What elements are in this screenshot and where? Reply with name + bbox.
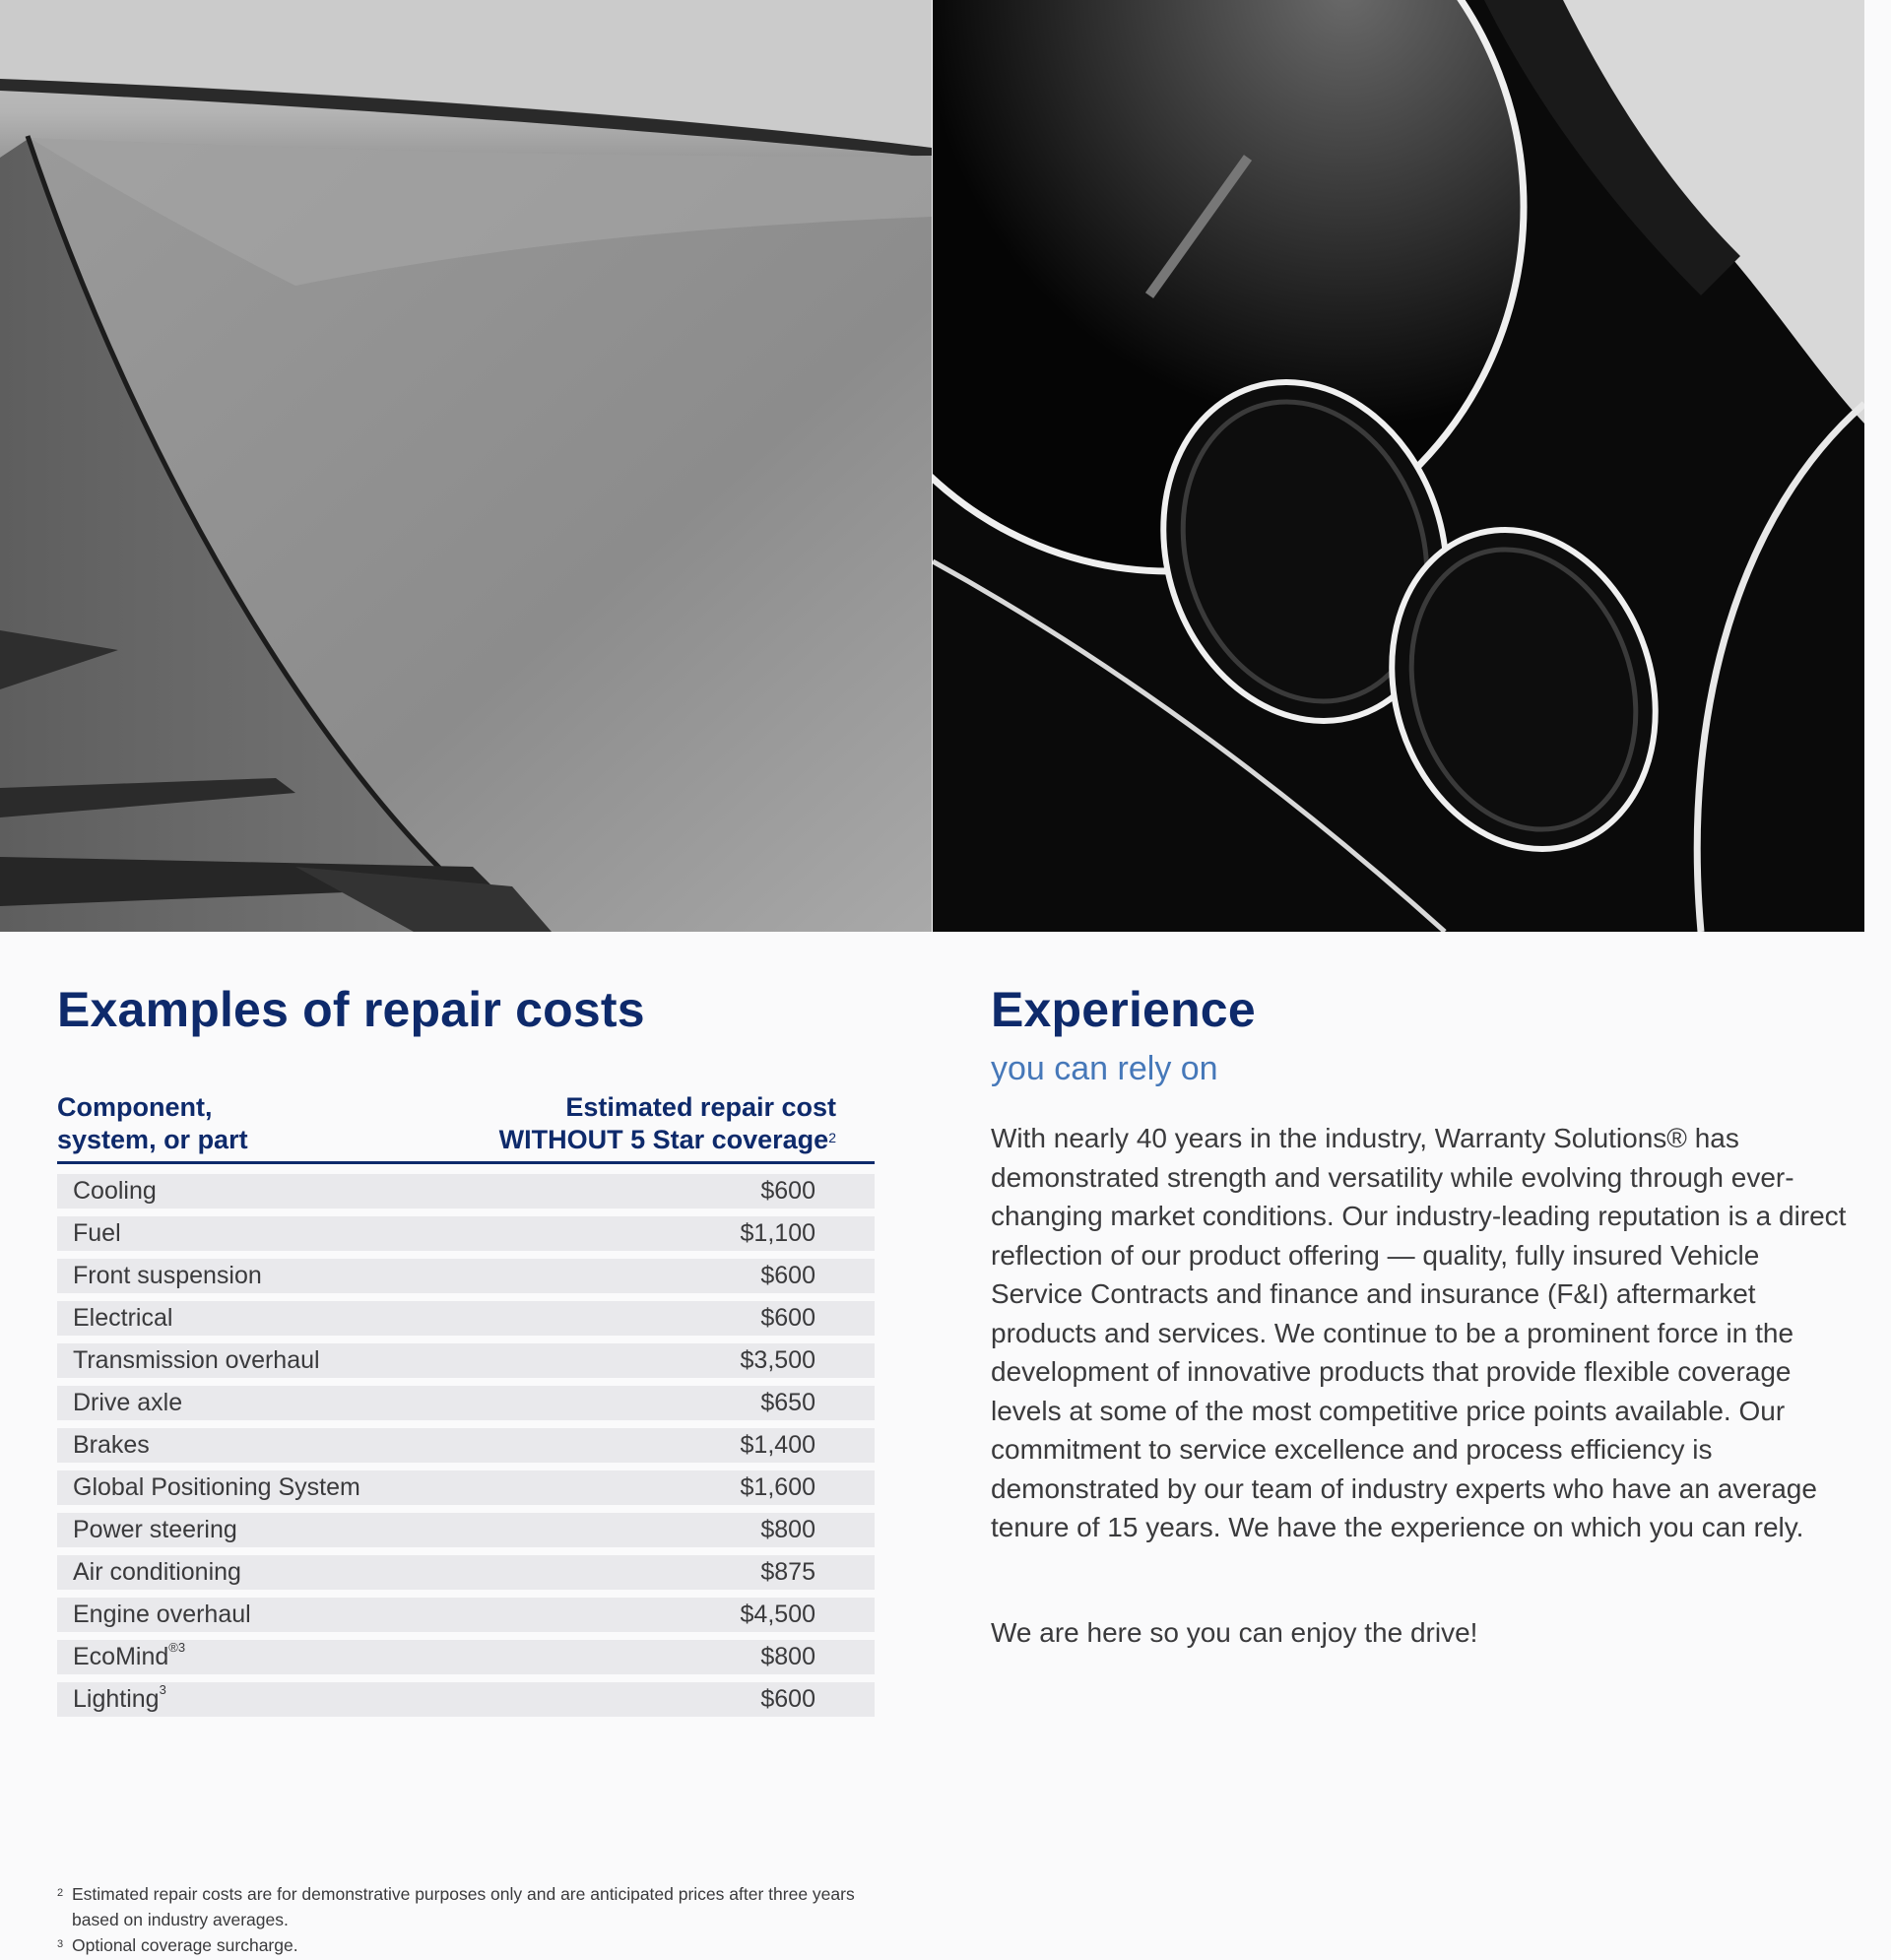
- table-row: [57, 1513, 875, 1547]
- repair-cost-value: $600: [760, 1262, 815, 1289]
- footnote-mark: 2: [57, 1887, 64, 1899]
- component-name-text: Cooling: [73, 1177, 157, 1205]
- component-name: [57, 1682, 166, 1714]
- component-name: [57, 1640, 186, 1671]
- component-name-text: Drive axle: [73, 1389, 183, 1416]
- repair-cost-value: $4,500: [740, 1601, 815, 1628]
- column-header-component-line1: Component,: [57, 1092, 213, 1122]
- component-name: [57, 1558, 241, 1587]
- dashboard-gauges-photo: [933, 0, 1864, 932]
- table-row: [57, 1598, 875, 1632]
- footnote-2: [57, 1881, 865, 1932]
- repair-cost-value: $1,100: [740, 1219, 815, 1247]
- experience-body-paragraph: With nearly 40 years in the industry, Warranty Solutions® has demonstrated strength and versatility while evolving through ever-changing market conditions. Our industry-leading reputation is a direct reflection of our product offering — quality, fully insured Vehicle Service Contracts and finance and insurance (F&I) aftermarket products and services. We continue to be a prominent force in the development of innovative products that provide flexible coverage levels at some of the most competitive price points available. Our commitment to service excellence and process efficiency is demonstrated by our team of industry experts who have an average tenure of 15 years. We have the experience on which you can rely.: [991, 1123, 1847, 1542]
- table-row: [57, 1470, 875, 1505]
- column-header-component-line2: system, or part: [57, 1125, 248, 1154]
- repair-cost-value: $650: [760, 1389, 815, 1416]
- table-row: [57, 1386, 875, 1420]
- component-name: [57, 1516, 237, 1544]
- repair-cost-value: $1,600: [740, 1473, 815, 1501]
- component-name-text: Front suspension: [73, 1262, 262, 1289]
- table-row: [57, 1343, 875, 1378]
- table-row: [57, 1555, 875, 1590]
- column-header-cost-line2: WITHOUT 5 Star coverage: [498, 1125, 829, 1154]
- repair-cost-value: $1,400: [740, 1431, 815, 1459]
- table-row: [57, 1640, 875, 1674]
- component-name: [57, 1262, 262, 1290]
- component-name-text: Transmission overhaul: [73, 1346, 320, 1374]
- column-header-cost: [383, 1091, 836, 1156]
- table-row: [57, 1259, 875, 1293]
- table-row: [57, 1216, 875, 1251]
- repair-cost-value: $600: [760, 1685, 815, 1713]
- repair-cost-value: $600: [760, 1304, 815, 1332]
- footnote-text: Estimated repair costs are for demonstrative purposes only and are anticipated prices after three years based on industry averages.: [72, 1884, 855, 1929]
- table-row: [57, 1428, 875, 1463]
- component-name: [57, 1601, 251, 1629]
- experience-subtitle: you can rely on: [991, 1050, 1218, 1087]
- component-name: [57, 1177, 157, 1206]
- component-name-text: Lighting: [73, 1685, 160, 1713]
- repair-cost-value: $600: [760, 1177, 815, 1205]
- car-body-photo: [0, 0, 932, 932]
- component-name: [57, 1346, 320, 1375]
- repair-cost-value: $875: [760, 1558, 815, 1586]
- table-header-rule: [57, 1161, 875, 1164]
- table-row: [57, 1174, 875, 1209]
- component-name-text: Engine overhaul: [73, 1601, 251, 1628]
- component-name: [57, 1473, 360, 1502]
- table-row: [57, 1301, 875, 1336]
- footnote-text: Optional coverage surcharge.: [72, 1935, 298, 1955]
- component-name-text: Electrical: [73, 1304, 173, 1332]
- repair-cost-value: $800: [760, 1516, 815, 1543]
- footnote-ref: 3: [159, 1682, 166, 1697]
- column-header-cost-line1: Estimated repair cost: [565, 1092, 836, 1122]
- repair-costs-title: Examples of repair costs: [57, 982, 645, 1037]
- footnote-3: [57, 1932, 298, 1958]
- table-row: [57, 1682, 875, 1717]
- experience-closing-paragraph: We are here so you can enjoy the drive!: [991, 1617, 1478, 1648]
- component-name-text: Brakes: [73, 1431, 150, 1459]
- component-name-text: Fuel: [73, 1219, 121, 1247]
- component-name-text: Global Positioning System: [73, 1473, 360, 1501]
- footnote-mark: 3: [57, 1938, 64, 1950]
- component-name: [57, 1304, 172, 1333]
- component-name-text: EcoMind: [73, 1643, 169, 1670]
- column-header-component: [57, 1091, 431, 1156]
- footnote-ref: ®3: [168, 1640, 186, 1655]
- repair-cost-value: $800: [760, 1643, 815, 1670]
- repair-cost-value: $3,500: [740, 1346, 815, 1374]
- component-name: [57, 1219, 121, 1248]
- component-name-text: Power steering: [73, 1516, 237, 1543]
- footnote-ref: 2: [828, 1130, 836, 1145]
- repair-costs-table: [57, 1174, 875, 1725]
- component-name: [57, 1389, 182, 1417]
- component-name-text: Air conditioning: [73, 1558, 241, 1586]
- experience-title: Experience: [991, 982, 1256, 1037]
- component-name: [57, 1431, 150, 1460]
